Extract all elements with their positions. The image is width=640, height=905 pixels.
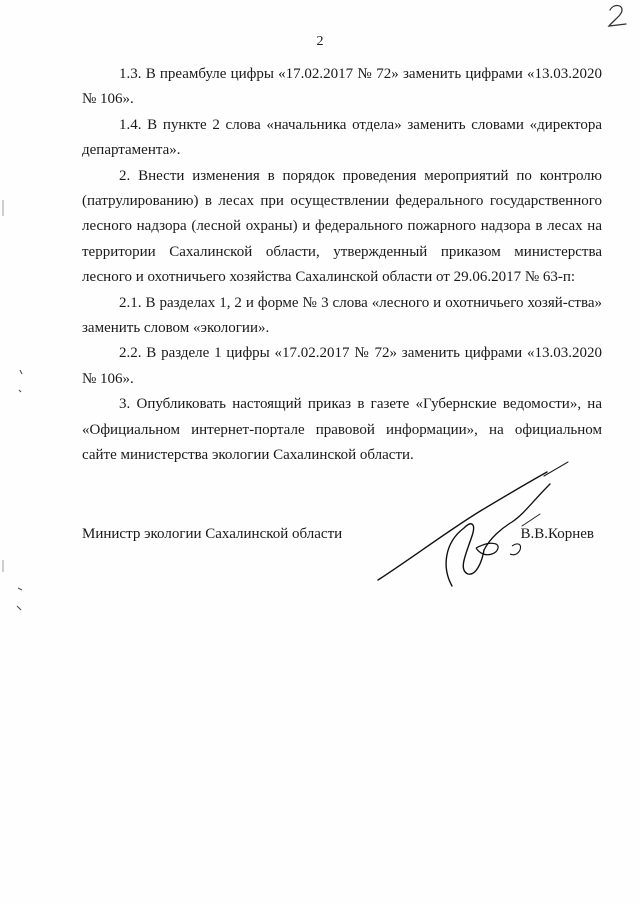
handwritten-signature [372, 458, 592, 598]
paragraph-1-4: 1.4. В пункте 2 слова «начальника отдела» заменить словами «директора департамента». [82, 116, 602, 159]
paragraph-1-3: 1.3. В преамбуле цифры «17.02.2017 № 72» заменить цифрами «13.03.2020 № 106». [82, 66, 602, 108]
handwritten-page-number [604, 2, 632, 30]
signatory-title: Министр экологии Сахалинской области [82, 526, 343, 542]
paragraph-2-1: 2.1. В разделах 1, 2 и форме № 3 слова «лесного и охотничьего хозяй-ства» заменить словом «экологии». [82, 294, 602, 337]
scan-margin-marks [0, 0, 40, 905]
document-body [82, 62, 602, 469]
page-number: 2 [316, 34, 324, 49]
paragraph-2: 2. Внести изменения в порядок проведения мероприятий по контролю (патрулированию) в лесах при осуществлении федерального государственного лесного надзора (лесной охраны) и федерального пожарного надзора в лесах на территории Сахалинской области, утвержденный приказом министерства лесного и охотничьего хозяйства Сахалинской области от 29.06.2017 № 63-п: [82, 167, 602, 286]
paragraph-2-2: 2.2. В разделе 1 цифры «17.02.2017 № 72» заменить цифрами «13.03.2020 № 106». [82, 345, 602, 387]
paragraph-3: 3. Опубликовать настоящий приказ в газете «Губернские ведомости», на «Официальном интернет-портале правовой информации», на официальном сайте министерства экологии Сахалинской области. [82, 396, 602, 464]
signatory-name: В.В.Корнев [520, 526, 594, 542]
